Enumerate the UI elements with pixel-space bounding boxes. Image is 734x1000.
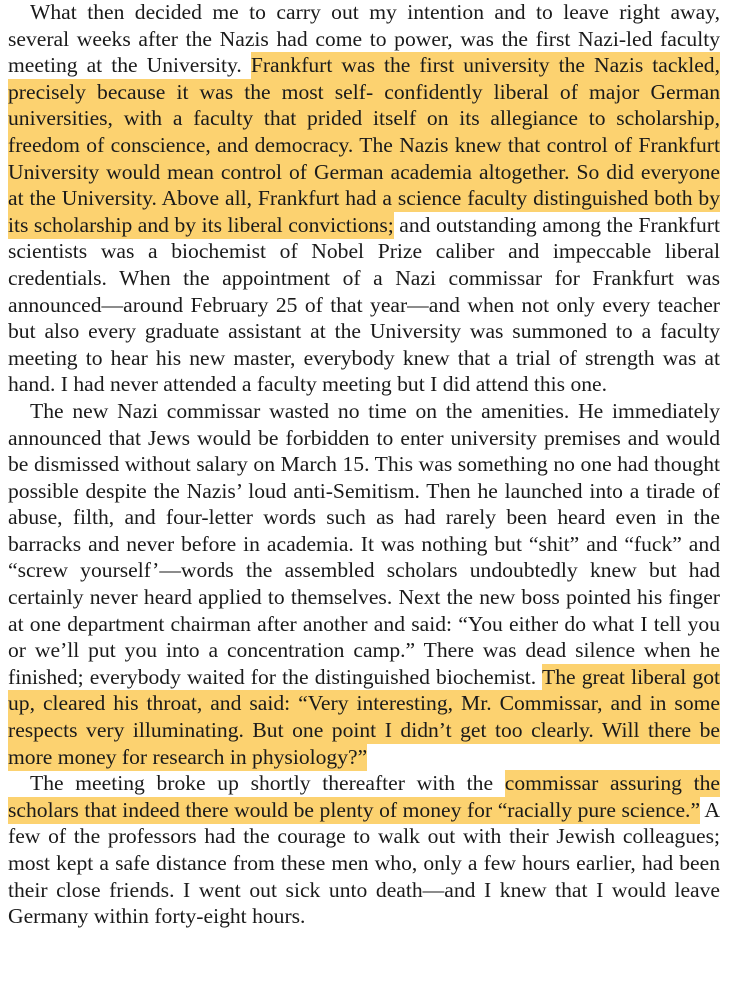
- paragraph-1: [8, 0, 720, 398]
- text-segment: What then decided me to carry out my intention and to leave right away, several weeks after the Nazis had come to power, was the first Nazi-led faculty meeting at the University.: [8, 0, 720, 78]
- highlighted-text: commissar assuring the scholars that indeed there would be plenty of money for “racially pure science.”: [8, 771, 720, 822]
- highlighted-text: The great liberal got up, cleared his throat, and said: “Very interesting, Mr. Commissar, and in some respects very illuminating. But one point I didn’t get too clearly. Will there be more money for research in physiology?”: [8, 664, 721, 769]
- paragraph-2: [8, 398, 720, 770]
- text-segment: The meeting broke up shortly thereafter with the: [30, 771, 505, 796]
- text-segment: A few of the professors had the courage to walk out with their Jewish colleagues; most kept a safe distance from these men who, only a few hours earlier, had been their close friends. I went out sick unto death—and I knew that I would leave Germany within forty-eight hours.: [8, 797, 720, 929]
- paragraph-3: [8, 770, 720, 930]
- text-segment: The new Nazi commissar wasted no time on the amenities. He immediately announced that Jews would be forbidden to enter university premises and would be dismissed without salary on March 15. This was something no one had thought possible despite the Nazis’ loud anti-Semitism. Then he launched into a tirade of abuse, filth, and four-letter words such as had rarely been heard even in the barracks and never before in academia. It was nothing but “shit” and “fuck” and “screw yourself’—words the assembled scholars undoubtedly knew but had certainly never heard applied to themselves. Next the new boss pointed his finger at one department chairman after another and said: “You either do what I tell you or we’ll put you into a concentration camp.” There was dead silence when he finished; everybody waited for the distinguished biochemist.: [8, 398, 720, 689]
- highlighted-text: Frankfurt was the first university the Nazis tackled, precisely because it was the most self- confidently liberal of major German universities, with a faculty that prided itself on its allegiance to scholarship, freedom of conscience, and democracy. The Nazis knew that control of Frankfurt University would mean control of German academia altogether. So did everyone at the University. Above all, Frankfurt had a science faculty distinguished both by its scholarship and by its liberal convictions;: [8, 53, 720, 237]
- text-segment: and outstanding among the Frankfurt scientists was a biochemist of Nobel Prize caliber and impeccable liberal credentials. When the appointment of a Nazi commissar for Frankfurt was announced—around February 25 of that year—and when not only every teacher but also every graduate assistant at the University was summoned to a faculty meeting to hear his new master, everybody knew that a trial of strength was at hand. I had never attended a faculty meeting but I did attend this one.: [8, 212, 720, 397]
